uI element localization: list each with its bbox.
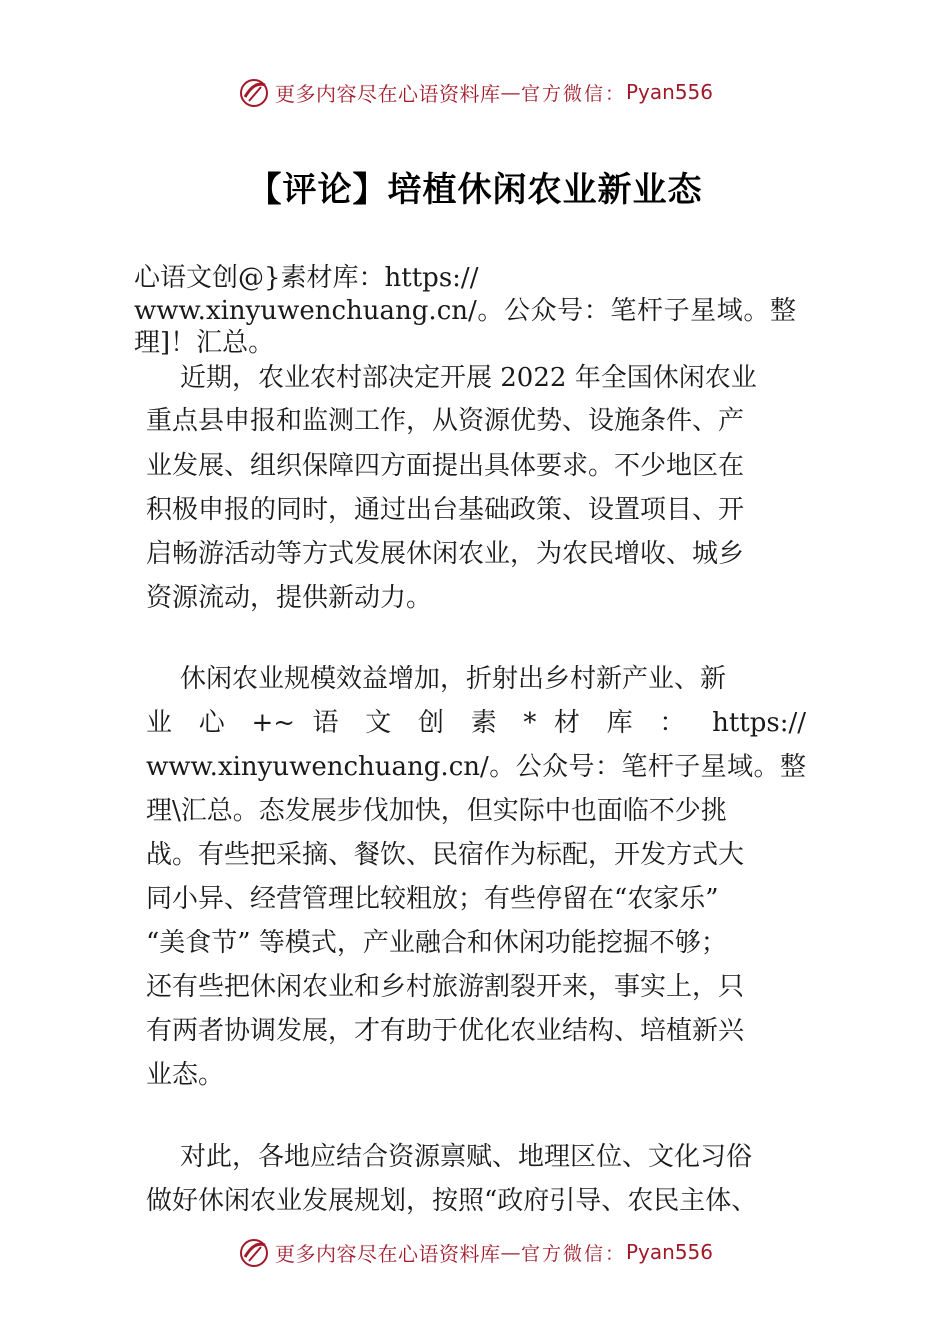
text-line: www.xinyuwenchuang.cn/。公众号：笔杆子星域。整 bbox=[134, 296, 796, 326]
banner-text: 更多内容尽在心语资料库 bbox=[274, 81, 501, 106]
banner-wechat-label: 官方微信： bbox=[520, 1242, 626, 1265]
text-line: 近期，农业农村部决定开展 2022 年全国休闲农业 bbox=[180, 363, 757, 393]
text-line: 战。有些把采摘、餐饮、民宿作为标配，开发方式大 bbox=[146, 840, 745, 870]
text-line: 有两者协调发展，才有助于优化农业结构、培植新兴 bbox=[146, 1016, 745, 1046]
document-title: 【评论】培植休闲农业新业态 bbox=[247, 170, 703, 210]
text-line: www.xinyuwenchuang.cn/。公众号：笔杆子星域。整 bbox=[146, 752, 806, 782]
banner-wechat-id: Pyan556 bbox=[626, 80, 714, 104]
text-line: “美食节” 等模式，产业融合和休闲功能挖掘不够； bbox=[146, 928, 727, 958]
text-line: 休闲农业规模效益增加，折射出乡村新产业、新 bbox=[180, 664, 727, 694]
text-line: 同小异、经营管理比较粗放；有些停留在“农家乐” bbox=[146, 884, 719, 914]
footer-banner bbox=[0, 1232, 950, 1272]
text-line: 资源流动，提供新动力。 bbox=[146, 583, 433, 613]
banner-wechat-id: Pyan556 bbox=[626, 1240, 714, 1264]
banner-text: 更多内容尽在心语资料库 bbox=[274, 1241, 501, 1266]
text-line: 还有些把休闲农业和乡村旅游割裂开来，事实上，只 bbox=[146, 972, 745, 1002]
text-line: 业 心 +~ 语 文 创 素 * 材 库 ： https:// bbox=[146, 708, 806, 738]
text-line: 业态。 bbox=[146, 1060, 225, 1090]
text-line: 做好休闲农业发展规划，按照“政府引导、农民主体、 bbox=[146, 1186, 758, 1216]
text-line: 理\汇总。态发展步伐加快，但实际中也面临不少挑 bbox=[146, 796, 727, 826]
text-line: 理]！汇总。 bbox=[134, 328, 275, 358]
text-line: 重点县申报和监测工作，从资源优势、设施条件、产 bbox=[146, 406, 745, 436]
text-line: 积极申报的同时，通过出台基础政策、设置项目、开 bbox=[146, 495, 745, 525]
header-banner bbox=[0, 72, 950, 112]
logo-icon bbox=[237, 1235, 271, 1269]
text-line: 启畅游活动等方式发展休闲农业，为农民增收、城乡 bbox=[146, 539, 745, 569]
banner-dash: — bbox=[500, 1240, 521, 1264]
banner-dash: — bbox=[500, 80, 521, 104]
text-line: 业发展、组织保障四方面提出具体要求。不少地区在 bbox=[146, 451, 745, 481]
logo-icon bbox=[237, 75, 271, 109]
text-line: 心语文创@}素材库：https:// bbox=[134, 263, 479, 293]
text-line: 对此，各地应结合资源禀赋、地理区位、文化习俗 bbox=[180, 1142, 753, 1172]
banner-wechat-label: 官方微信： bbox=[520, 82, 626, 105]
